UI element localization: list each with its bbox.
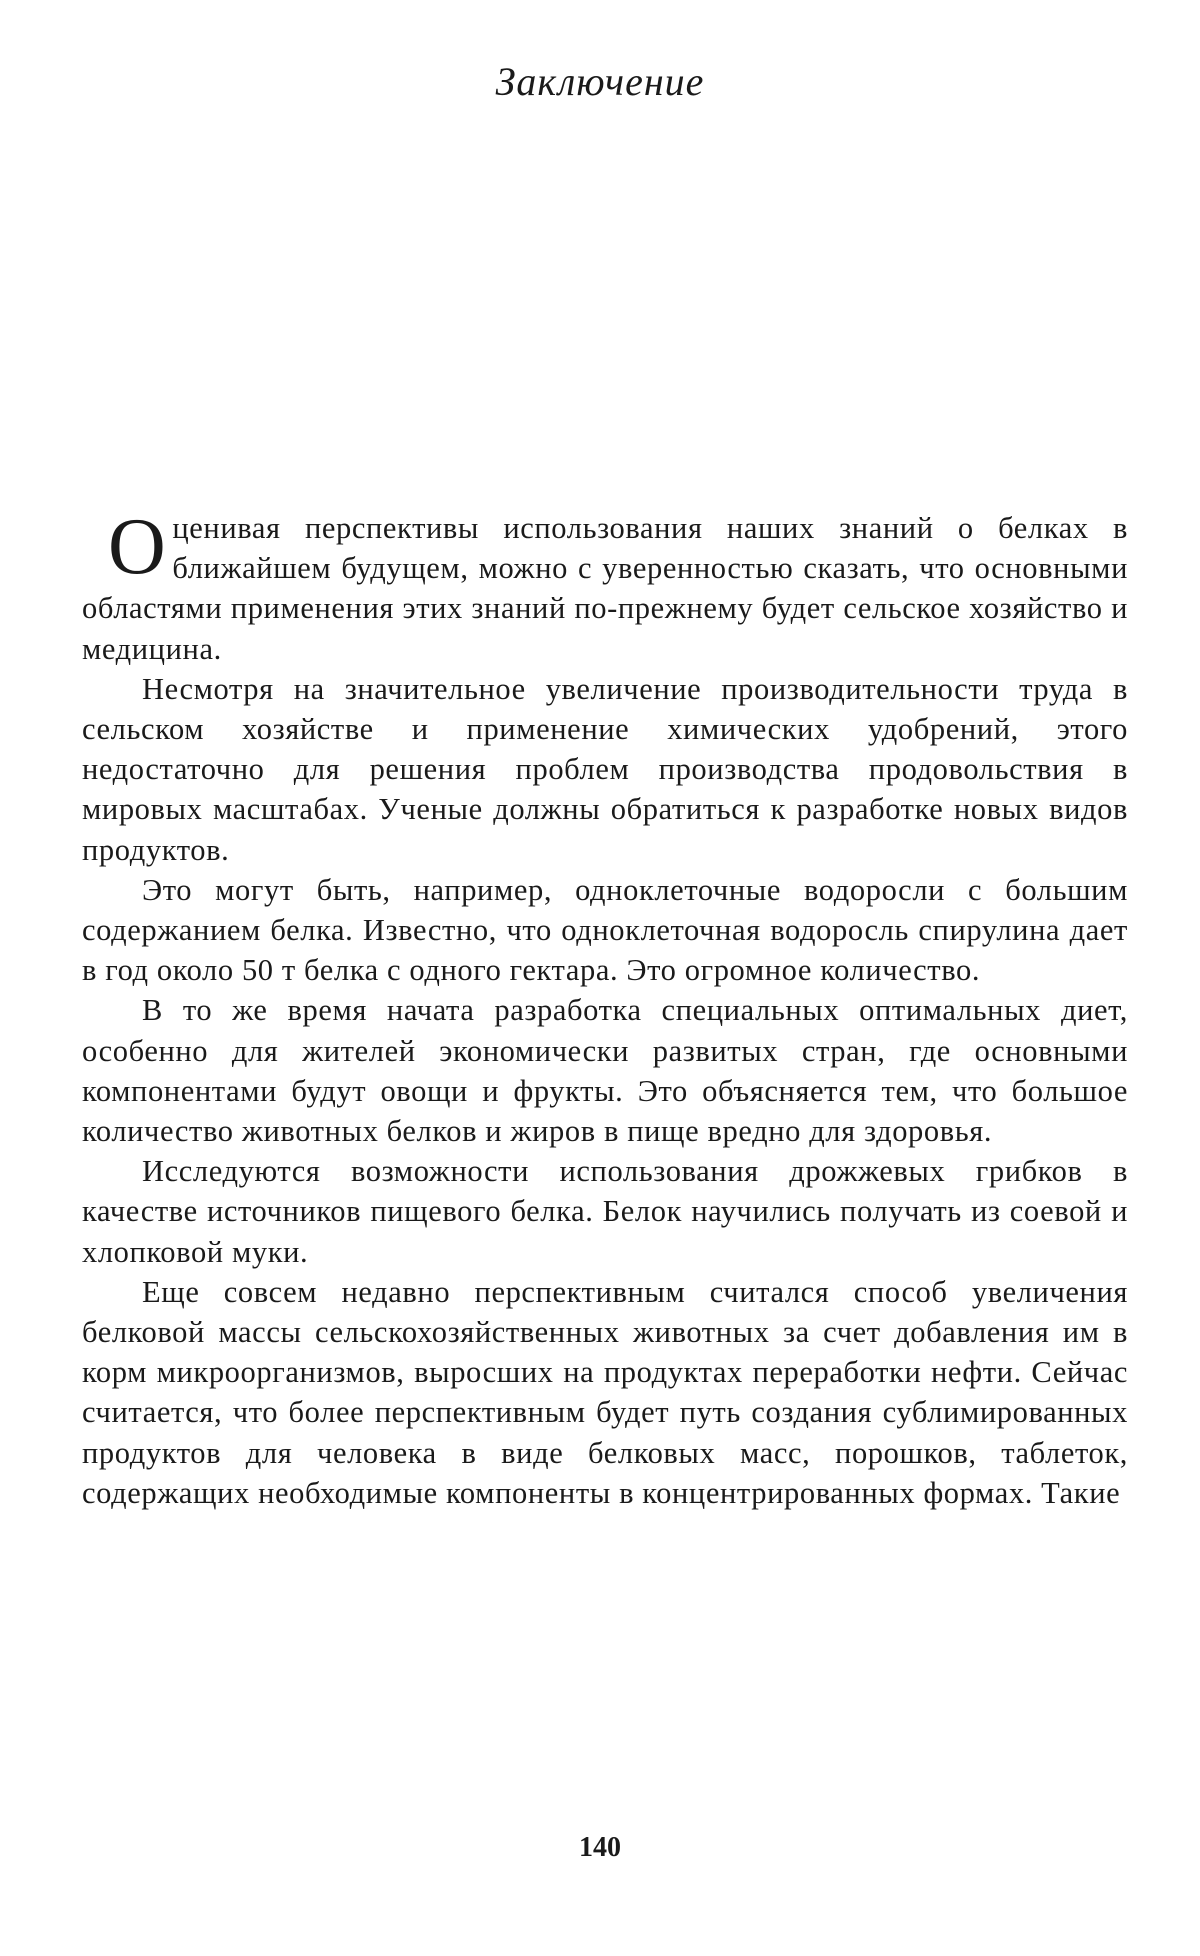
paragraph-2: Несмотря на значительное увеличение производительности труда в сельском хозяйстве и применение химических удобрений, этого недостаточно для решения проблем производства продовольствия в мировых масштабах. Ученые должны обратиться к разработке новых видов продуктов.: [82, 671, 1128, 867]
page-number: 140: [579, 1832, 621, 1863]
paragraph-6: Еще совсем недавно перспективным считался способ увеличения белковой массы сельскохозяйственных животных за счет добавления им в корм микроорганизмов, выросших на продуктах переработки нефти. Сейчас считается, что более перспективным будет путь создания сублимированных продуктов для человека в виде белковых масс, порошков, таблеток, содержащих необходимые компоненты в концентрированных формах. Такие: [82, 1274, 1128, 1510]
body-text: [82, 503, 1128, 1513]
paragraph-1: [82, 503, 1128, 669]
paragraph-1-text: ценивая перспективы использования наших знаний о белках в ближайшем будущем, можно с уверенностью сказать, что основными областями применения этих знаний по-прежнему будет сельское хозяйство и медицина.: [82, 511, 1128, 666]
paragraph-5: Исследуются возможности использования дрожжевых грибков в качестве источников пищевого белка. Белок научились получать из соевой и хлопковой муки.: [82, 1154, 1128, 1269]
paragraph-3: Это могут быть, например, одноклеточные водоросли с большим содержанием белка. Известно, что одноклеточная водоросль спирулина дает в год около 50 т белка с одного гектара. Это огромное количество.: [82, 872, 1128, 988]
chapter-title: Заключение: [495, 59, 705, 104]
drop-cap: О: [108, 503, 167, 591]
paragraph-4: В то же время начата разработка специальных оптимальных диет, особенно для жителей экономически развитых стран, где основными компонентами будут овощи и фрукты. Это объясняется тем, что большое количество животных белков и жиров в пище вредно для здоровья.: [82, 993, 1128, 1149]
